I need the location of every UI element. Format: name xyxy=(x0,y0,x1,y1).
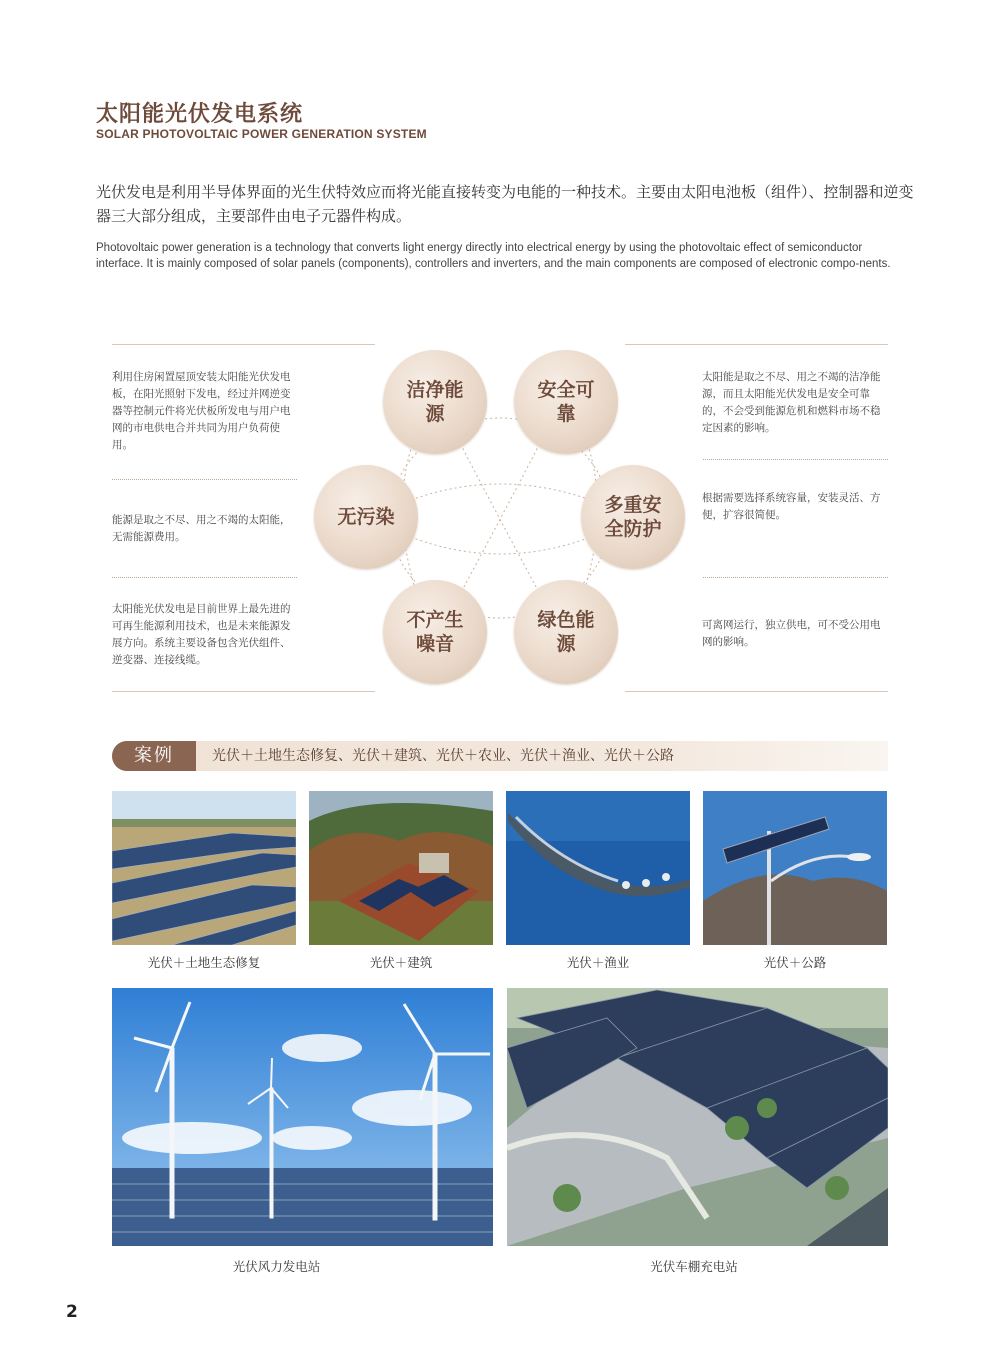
feature-noise-free: 不产生噪音 xyxy=(383,580,487,684)
caption-carport-charging: 光伏车棚充电站 xyxy=(650,1259,738,1274)
caption-highway: 光伏＋公路 xyxy=(763,955,827,970)
divider-left-1 xyxy=(112,479,297,480)
intro-text-en: Photovoltaic power generation is a technology that converts light energy directly into electrical energy by using the photovoltaic effect of semiconductor interface. It is mainly composed of solar panels (components), controllers and inverters, and the main components are composed of electronic compo-nents. xyxy=(96,242,891,270)
case-summary: 光伏＋土地生态修复、光伏＋建筑、光伏＋农业、光伏＋渔业、光伏＋公路 xyxy=(212,748,674,764)
left-desc-1: 利用住房闲置屋顶安装太阳能光伏发电板，在阳光照射下发电，经过并网逆变器等控制元件将光伏板所发电与用户电网的市电供电合并共同为用户负荷使用。 xyxy=(112,371,291,451)
feature-pollution-free: 无污染 xyxy=(314,465,418,569)
page-number: 2 xyxy=(66,1302,78,1322)
caption-building: 光伏＋建筑 xyxy=(369,955,433,970)
photo-highway xyxy=(703,791,887,945)
page-title-en: SOLAR PHOTOVOLTAIC POWER GENERATION SYSTEM xyxy=(96,127,427,141)
feature-multi-protection: 多重安全防护 xyxy=(581,465,685,569)
photo-fishery xyxy=(506,791,690,945)
right-desc-3: 可离网运行，独立供电，可不受公用电网的影响。 xyxy=(702,619,881,648)
intro-text-cn: 光伏发电是利用半导体界面的光生伏特效应而将光能直接转变为电能的一种技术。主要由太阳电池板（组件）、控制器和逆变器三大部分组成，主要部件由电子元器件构成。 xyxy=(96,183,914,225)
right-desc-1: 太阳能是取之不尽、用之不竭的洁净能源，而且太阳能光伏发电是安全可靠的，不会受到能源危机和燃料市场不稳定因素的影响。 xyxy=(702,371,881,434)
divider-right-2 xyxy=(703,577,888,578)
photo-land-restoration xyxy=(112,791,296,945)
feature-safe-reliable: 安全可靠 xyxy=(514,350,618,454)
caption-land-restoration: 光伏＋土地生态修复 xyxy=(147,955,261,970)
caption-wind-pv-station: 光伏风力发电站 xyxy=(232,1259,321,1274)
photo-wind-pv-station xyxy=(112,988,493,1246)
left-desc-2: 能源是取之不尽、用之不竭的太阳能，无需能源费用。 xyxy=(112,514,291,543)
divider-left-2 xyxy=(112,577,297,578)
feature-clean-energy: 洁净能源 xyxy=(383,350,487,454)
divider-right-bottom xyxy=(625,691,888,692)
feature-green-energy: 绿色能源 xyxy=(514,580,618,684)
caption-fishery: 光伏＋渔业 xyxy=(566,955,630,970)
divider-right-1 xyxy=(703,459,888,460)
photo-building xyxy=(309,791,493,945)
case-tag: 案例 xyxy=(112,741,196,771)
right-desc-2: 根据需要选择系统容量，安装灵活、方便，扩容很简便。 xyxy=(702,492,881,521)
page-title-cn: 太阳能光伏发电系统 xyxy=(96,102,304,127)
left-desc-3: 太阳能光伏发电是目前世界上最先进的可再生能源利用技术，也是未来能源发展方向。系统主要设备包含光伏组件、逆变器、连接线缆。 xyxy=(112,603,291,666)
photo-carport-charging xyxy=(507,988,888,1246)
divider-left-bottom xyxy=(112,691,375,692)
